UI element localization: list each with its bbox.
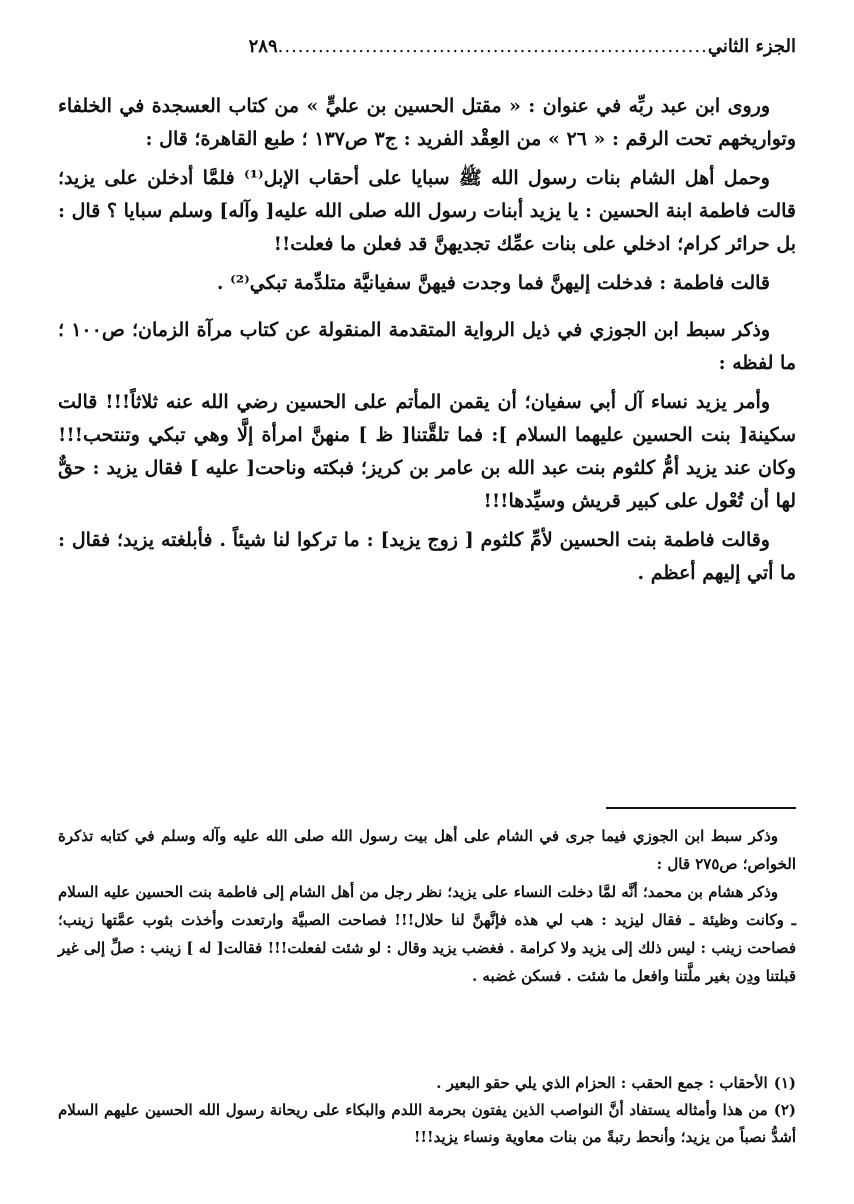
footnote-separator — [606, 807, 796, 809]
main-text — [58, 90, 796, 596]
running-header — [58, 32, 796, 62]
footnote-2 — [58, 1097, 796, 1151]
part-label: الجزء الثاني — [707, 36, 796, 57]
page-number: ٢٨٩ — [248, 36, 278, 57]
numbered-footnotes — [58, 1070, 796, 1151]
header-leader-dots: ................................................................ — [277, 36, 708, 57]
main-paragraph-6: وقالت فاطمة بنت الحسين لأمِّ كلثوم [ زوج يزيد] : ما تركوا لنا شيئاً . فأبلغته يزيد؛ فقال : ما أتي إليهم أعظم . — [58, 529, 796, 584]
main-paragraph-2: وحمل أهل الشام بنات رسول الله ﷺ سبايا على أحقاب الإبل⁽¹⁾ فلمَّا أدخلن على يزيد؛ قالت فاطمة ابنة الحسين : يا يزيد أبنات رسول الله صلى الله عليه[ وآله] وسلم سبايا ؟ قال : بل حرائر كرام؛ ادخلي على بنات عمِّك تجديهنَّ قد فعلن ما فعلت!! — [58, 167, 796, 255]
book-page — [58, 22, 796, 1182]
main-paragraph-1: وروى ابن عبد ربِّه في عنوان : « مقتل الحسين بن عليٍّ » من كتاب العسجدة في الخلفاء وتواريخهم تحت الرقم : « ٢٦ » من العِقْد الفريد : ج٣ ص١٣٧ ؛ طبع القاهرة؛ قال : — [58, 95, 796, 150]
footnote-1 — [58, 1070, 796, 1097]
footnote-1-number: (١) — [773, 1074, 796, 1092]
footnote-1-text: الأحقاب : جمع الحقب : الحزام الذي يلي حقو البعير . — [436, 1074, 768, 1092]
footnote-paragraph-2: وذكر هشام بن محمد؛ أنَّه لمَّا دخلت النساء على يزيد؛ نظر رجل من أهل الشام إلى فاطمة بنت الحسين عليه السلام ـ وكانت وظيئة ـ فقال ليزيد : هب لي هذه فإنَّهنَّ لنا حلال!!! فصاحت الصبيَّة وارتعدت وأخذت بثوب عمَّتها زينب؛ فصاحت زينب : ليس ذلك إلى يزيد ولا كرامة . فغضب يزيد وقال : لو شئت لفعلت!!! فقالت[ له ] زينب : صلِّ إلى غير قبلتنا ودِن بغير ملَّتنا وافعل ما شئت . فسكن غضبه . — [58, 883, 796, 985]
main-paragraph-4: وذكر سبط ابن الجوزي في ذيل الرواية المتقدمة المنقولة عن كتاب مرآة الزمان؛ ص١٠٠ ؛ ما لفظه : — [58, 319, 796, 374]
footnote-paragraph-1: وذكر سبط ابن الجوزي فيما جرى في الشام على أهل بيت رسول الله صلى الله عليه وآله وسلم في كتابه تذكرة الخواص؛ ص٢٧٥ قال : — [58, 827, 796, 873]
footnote-2-text: من هذا وأمثاله يستفاد أنَّ النواصب الذين يفتون بحرمة اللدم والبكاء على ريحانة رسول الله الحسين عليهم السلام أشدُّ نصباً من يزيد؛ وأنحط رتبةً من بنات معاوية ونساء يزيد!!! — [58, 1101, 796, 1146]
main-paragraph-3: قالت فاطمة : فدخلت إليهنَّ فما وجدت فيهنَّ سفيانيَّة متلدِّمة تبكي⁽²⁾ . — [216, 272, 770, 294]
main-paragraph-5: وأمر يزيد نساء آل أبي سفيان؛ أن يقمن المأتم على الحسين رضي الله عنه ثلاثاً!!! قالت سكينة[ بنت الحسين عليهما السلام ]: فما تلقَّتنا[ ظ ] منهنَّ امرأة إلَّا وهي تبكي وتنتحب!!! وكان عند يزيد أمُّ كلثوم بنت عبد الله بن عامر بن كريز؛ فبكته وناحت[ عليه ] فقال يزيد : حقٌّ لها أن تُعْول على كبير قريش وسيِّدها!!! — [58, 391, 796, 512]
footnote-continuation — [58, 822, 796, 990]
footnote-2-number: (٢) — [773, 1101, 796, 1119]
